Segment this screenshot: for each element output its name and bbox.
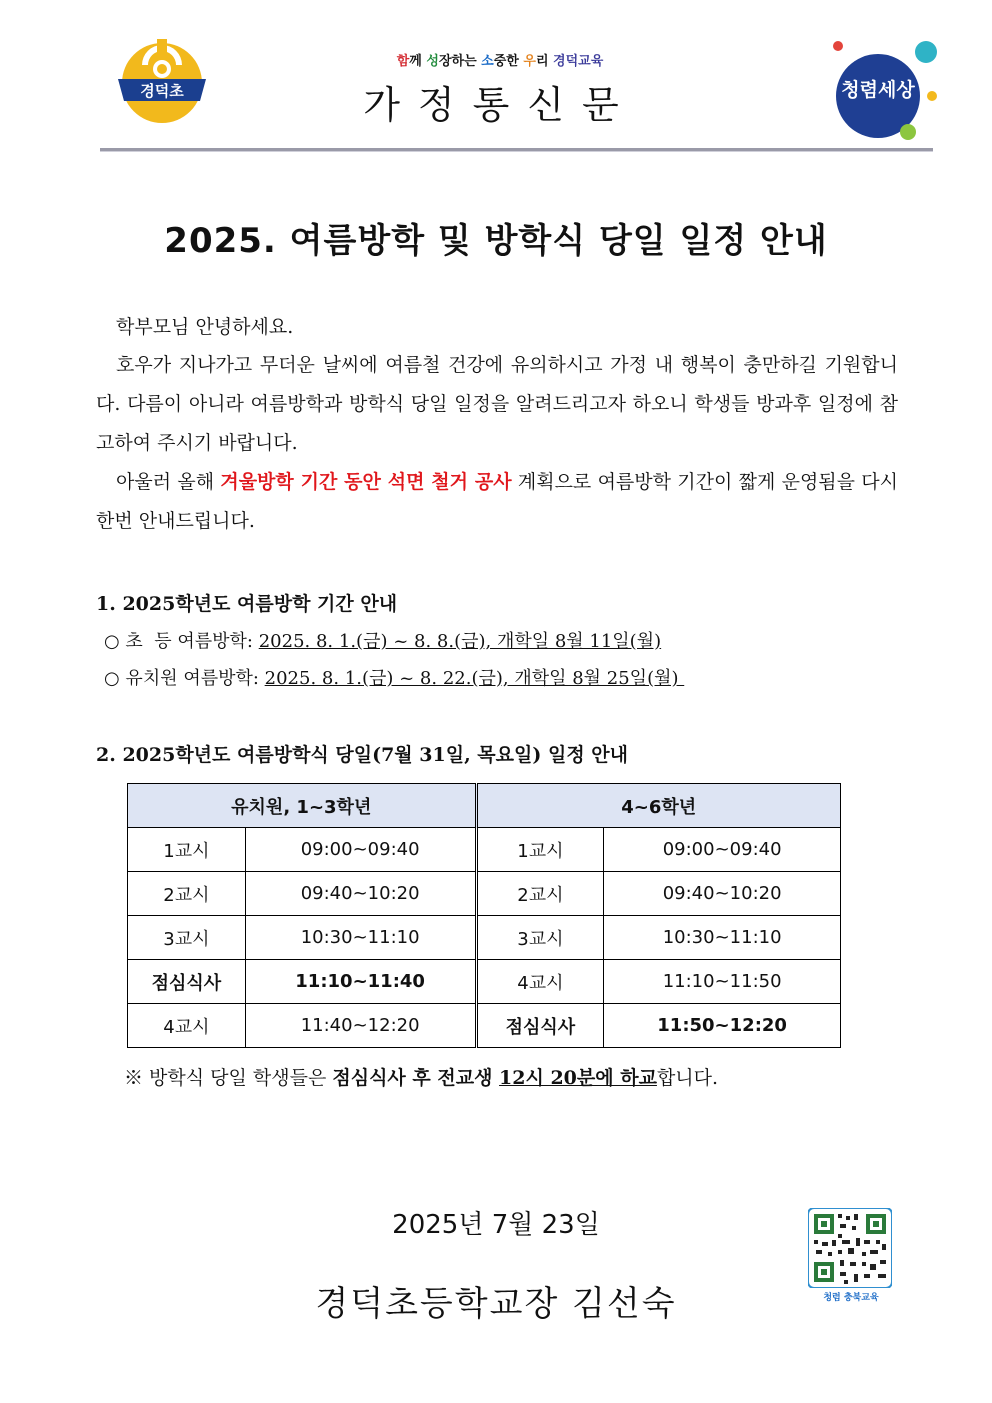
bullet-value: 2025. 8. 1.(금) ~ 8. 22.(금), 개학일 8월 25일(월) xyxy=(264,668,685,689)
asbestos-notice: 겨울방학 기간 동안 석면 철거 공사 xyxy=(220,471,512,493)
table-row xyxy=(128,828,841,872)
time-cell: 11:50~12:20 xyxy=(604,1004,841,1048)
table-row xyxy=(128,960,841,1004)
time-cell: 09:00~09:40 xyxy=(245,828,476,872)
list-item xyxy=(104,664,684,690)
period-cell: 2교시 xyxy=(128,872,246,916)
period-cell: 점심식사 xyxy=(476,1004,604,1048)
slogan xyxy=(330,50,670,69)
intro-paragraph: 호우가 지나가고 무더운 날씨에 여름철 건강에 유의하시고 가정 내 행복이 충만하길 기원합니다. 다름이 아니라 여름방학과 방학식 당일 일정을 알려드리고자 하오니 학생들 방과후 일정에 참고하여 주시기 바랍니다. xyxy=(96,354,898,454)
table-row xyxy=(128,1004,841,1048)
note-bold: 점심식사 후 전교생 xyxy=(332,1067,500,1089)
school-logo xyxy=(116,35,208,123)
time-cell: 11:10~11:40 xyxy=(245,960,476,1004)
time-cell: 09:40~10:20 xyxy=(245,872,476,916)
table-row xyxy=(128,916,841,960)
time-cell: 09:00~09:40 xyxy=(604,828,841,872)
time-cell: 10:30~11:10 xyxy=(245,916,476,960)
column-header: 유치원, 1~3학년 xyxy=(128,784,477,828)
note-dismissal-time: 12시 20분에 하교 xyxy=(499,1067,657,1089)
list-item xyxy=(104,627,661,653)
bullet-value: 2025. 8. 1.(금) ~ 8. 8.(금), 개학일 8월 11일(월) xyxy=(258,631,662,652)
notice-text: 계획으로 여름방학 기간이 짧게 운영됨을 다시 한번 안내드립니다. xyxy=(96,471,899,532)
dismissal-note xyxy=(124,1063,718,1090)
period-cell: 1교시 xyxy=(128,828,246,872)
table-row xyxy=(128,872,841,916)
note-text: ※ 방학식 당일 학생들은 xyxy=(124,1067,333,1089)
slogan-part: 소 xyxy=(481,54,494,69)
table-header-row xyxy=(128,784,841,828)
period-cell: 4교시 xyxy=(476,960,604,1004)
period-cell: 3교시 xyxy=(476,916,604,960)
slogan-part: 성 xyxy=(426,54,439,69)
qr-caption: 청렴 충북교육 xyxy=(823,1293,879,1303)
school-badge-text: 경덕초 xyxy=(140,82,184,100)
slogan-part: 중한 xyxy=(493,54,524,69)
masthead-title: 가정통신문 xyxy=(363,83,637,127)
principal-signature: 경덕초등학교장 김선숙 xyxy=(315,1284,677,1324)
slogan-part: 우 xyxy=(523,54,536,69)
time-cell: 09:40~10:20 xyxy=(604,872,841,916)
qr-code[interactable] xyxy=(808,1208,892,1288)
note-text: 합니다. xyxy=(656,1067,719,1089)
period-cell: 2교시 xyxy=(476,872,604,916)
greeting: 학부모님 안녕하세요. xyxy=(116,316,294,338)
integrity-logo xyxy=(826,34,942,144)
header-divider xyxy=(100,148,933,152)
page-title: 2025. 여름방학 및 방학식 당일 일정 안내 xyxy=(164,221,828,261)
slogan-part: 께 xyxy=(409,54,427,69)
notice-text: 아울러 올해 xyxy=(116,471,221,493)
bullet-label: ○ 유치원 여름방학: xyxy=(104,668,265,689)
period-cell: 점심식사 xyxy=(128,960,246,1004)
schedule-table xyxy=(127,783,841,1048)
time-cell: 10:30~11:10 xyxy=(604,916,841,960)
notice-paragraph xyxy=(96,463,898,541)
time-cell: 11:10~11:50 xyxy=(604,960,841,1004)
slogan-part: 장하는 xyxy=(438,54,482,69)
bullet-label: ○ 초 등 여름방학: xyxy=(104,631,259,652)
section-heading: 1. 2025학년도 여름방학 기간 안내 xyxy=(96,593,398,615)
column-header: 4~6학년 xyxy=(476,784,841,828)
period-cell: 3교시 xyxy=(128,916,246,960)
period-cell: 1교시 xyxy=(476,828,604,872)
slogan-part: 경덕교육 xyxy=(553,54,604,69)
section-heading: 2. 2025학년도 여름방학식 당일(7월 31일, 목요일) 일정 안내 xyxy=(96,744,629,766)
slogan-part: 함 xyxy=(396,54,410,69)
issue-date: 2025년 7월 23일 xyxy=(392,1210,600,1240)
period-cell: 4교시 xyxy=(128,1004,246,1048)
time-cell: 11:40~12:20 xyxy=(245,1004,476,1048)
integrity-logo-text: 청렴세상 xyxy=(841,79,915,101)
slogan-part: 리 xyxy=(535,54,554,69)
